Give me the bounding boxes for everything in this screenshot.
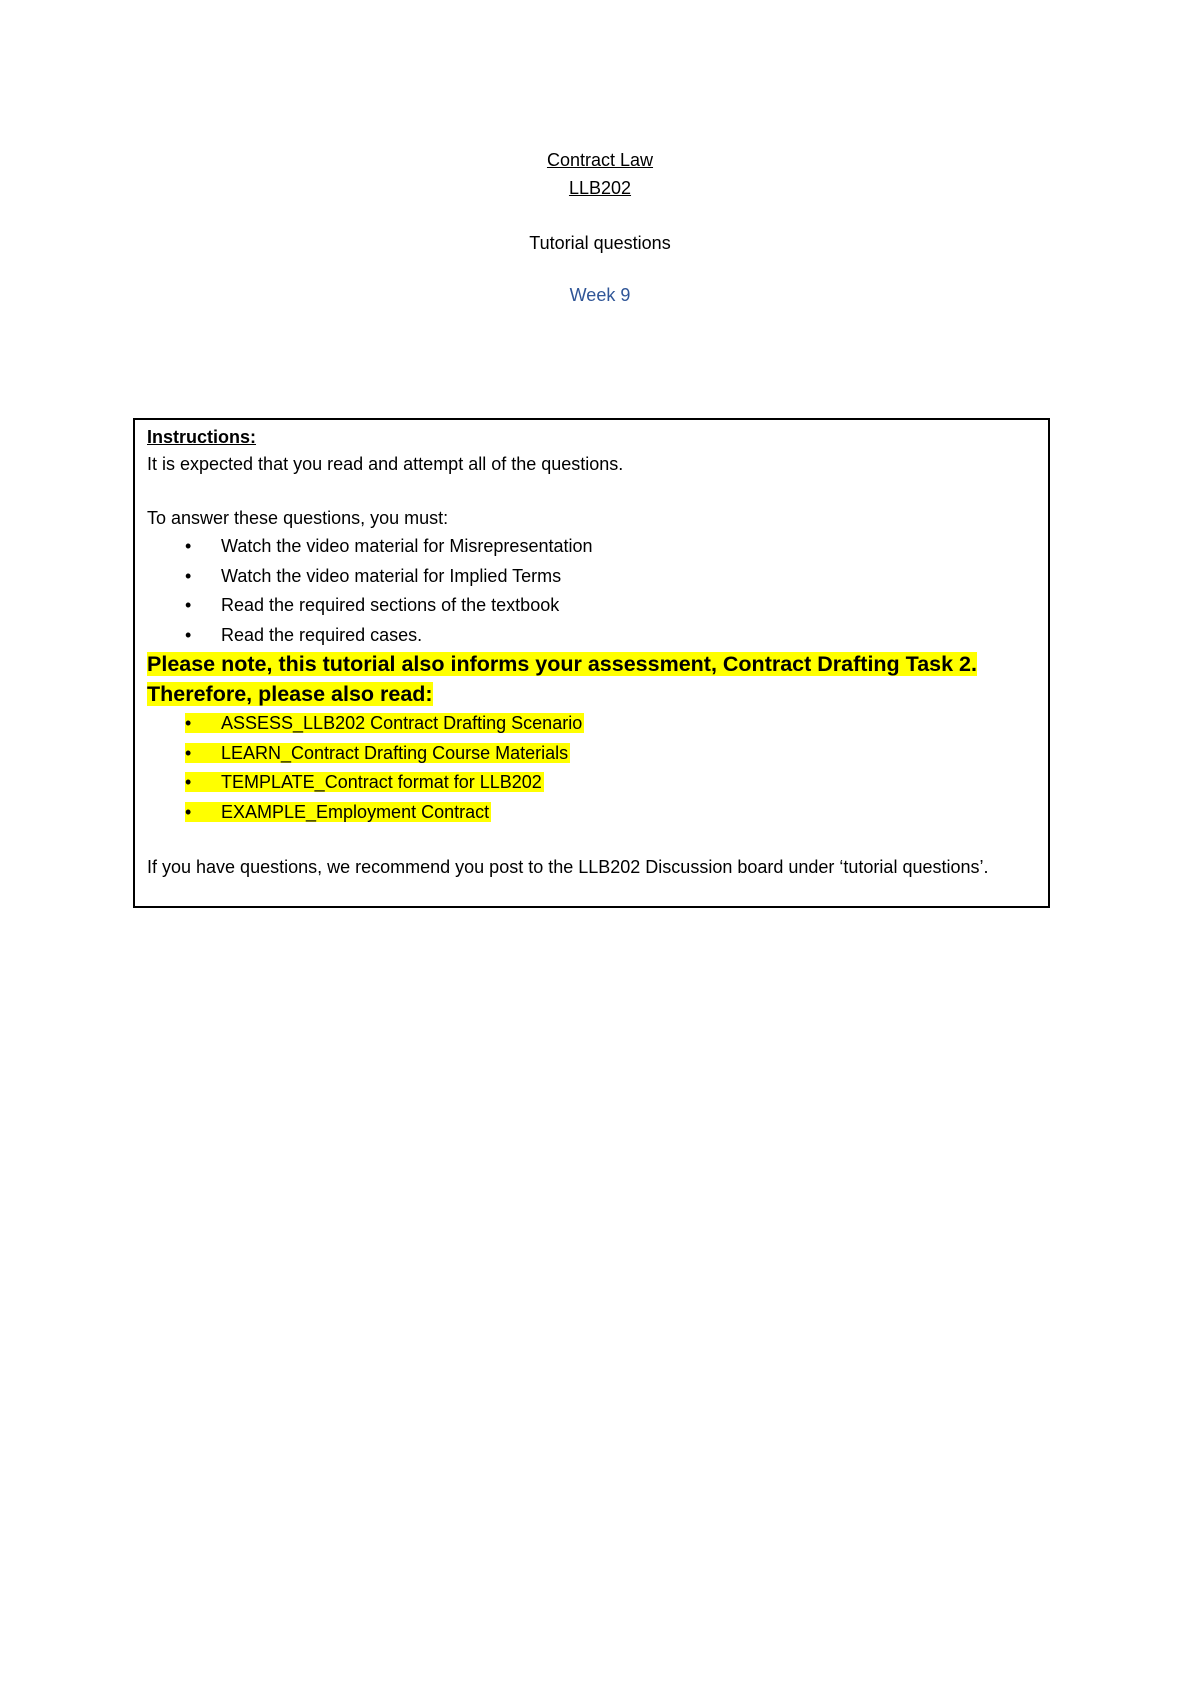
- spacer: [147, 827, 1038, 854]
- instructions-box: [133, 418, 1050, 908]
- list-item: [185, 798, 1038, 828]
- instructions-intro: It is expected that you read and attempt all of the questions.: [147, 454, 624, 474]
- required-reading-list: [147, 709, 1038, 827]
- list-item: [185, 768, 1038, 798]
- list-item: [185, 562, 1038, 592]
- assessment-note-line-2: Therefore, please also read:: [147, 681, 433, 706]
- document-subtitle: Tutorial questions: [529, 233, 671, 253]
- instructions-title: Instructions:: [147, 427, 257, 447]
- bullet-icon: •: [185, 801, 192, 822]
- list-item-text: ASSESS_LLB202 Contract Drafting Scenario: [185, 713, 584, 733]
- assessment-note-line-1: Please note, this tutorial also informs your assessment, Contract Drafting Task 2.: [147, 652, 977, 676]
- instructions-lead: To answer these questions, you must:: [147, 508, 449, 528]
- bullet-icon: •: [185, 624, 192, 645]
- bullet-icon: •: [185, 536, 192, 556]
- list-item: [185, 739, 1038, 769]
- list-item: [185, 709, 1038, 739]
- assessment-note-2: [147, 680, 1038, 710]
- list-item-text: LEARN_Contract Drafting Course Materials: [185, 743, 570, 763]
- spacer: [147, 478, 1038, 505]
- course-code: LLB202: [568, 178, 632, 198]
- list-item-text: Watch the video material for Misrepresentation: [221, 536, 593, 556]
- required-tasks-list: [147, 532, 1038, 650]
- list-item: [185, 591, 1038, 621]
- closing-paragraph: If you have questions, we recommend you post to the LLB202 Discussion board under ‘tutorial questions’.: [147, 857, 989, 877]
- bullet-icon: •: [185, 565, 192, 586]
- bullet-icon: •: [185, 713, 192, 733]
- bullet-icon: •: [185, 595, 192, 615]
- assessment-note: [147, 650, 1038, 680]
- list-item-text: TEMPLATE_Contract format for LLB202: [185, 772, 544, 792]
- list-item-text: EXAMPLE_Employment Contract: [185, 802, 491, 822]
- course-title: Contract Law: [546, 150, 654, 170]
- list-item-text: Read the required cases.: [221, 624, 423, 645]
- bullet-icon: •: [185, 742, 192, 763]
- bullet-icon: •: [185, 772, 192, 792]
- list-item: [185, 532, 1038, 562]
- list-item: [185, 621, 1038, 651]
- list-item-text: Read the required sections of the textbook: [221, 595, 560, 615]
- list-item-text: Watch the video material for Implied Terms: [221, 565, 562, 586]
- week-label: Week 9: [569, 285, 631, 305]
